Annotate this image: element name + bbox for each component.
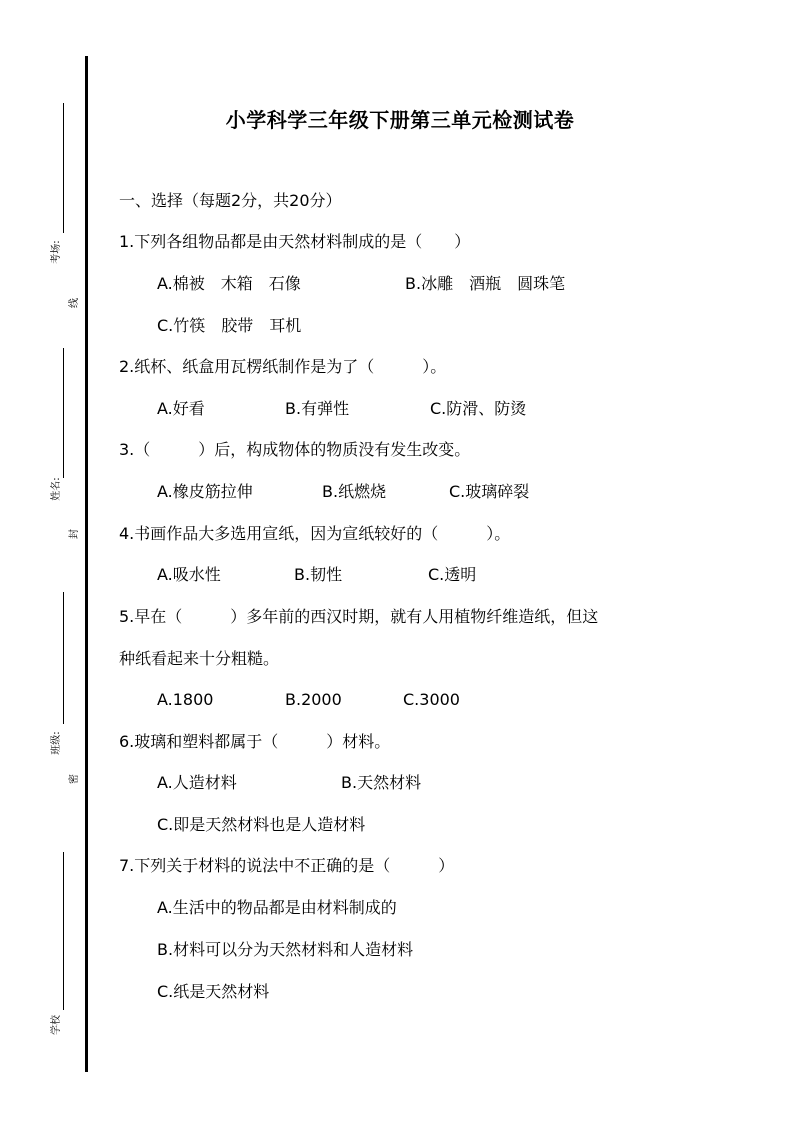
question-4-option-b: B.韧性 (294, 565, 343, 584)
question-5-stem: 5.早在（ ）多年前的西汉时期，就有人用植物纤维造纸，但这 (119, 607, 599, 626)
question-6-option-c: C.即是天然材料也是人造材料 (157, 815, 366, 834)
binding-line (85, 56, 88, 1072)
section-heading: 一、选择（每题2分，共20分） (119, 191, 342, 210)
question-2-stem: 2.纸杯、纸盒用瓦楞纸制作是为了（ ）。 (119, 357, 447, 376)
question-1-option-a: A.棉被 木箱 石像 (157, 274, 301, 293)
question-3-stem: 3.（ ）后，构成物体的物质没有发生改变。 (119, 440, 471, 459)
question-2-option-c: C.防滑、防烫 (430, 399, 527, 418)
question-6-option-b: B.天然材料 (341, 773, 422, 792)
question-5-option-c: C.3000 (403, 690, 460, 709)
question-4-stem: 4.书画作品大多选用宣纸，因为宣纸较好的（ ）。 (119, 524, 511, 543)
class-label: 班级: (51, 731, 62, 755)
class-field-line (63, 592, 64, 724)
question-6-stem: 6.玻璃和塑料都属于（ ）材料。 (119, 732, 391, 751)
question-1-stem: 1.下列各组物品都是由天然材料制成的是（ ） (119, 232, 471, 251)
question-6-option-a: A.人造材料 (157, 773, 237, 792)
name-field-line (63, 348, 64, 478)
school-field-line (63, 852, 64, 1010)
question-5-option-b: B.2000 (285, 690, 342, 709)
question-7-stem: 7.下列关于材料的说法中不正确的是（ ） (119, 856, 455, 875)
question-7-option-a: A.生活中的物品都是由材料制成的 (157, 898, 397, 917)
school-label: 学校 (51, 1015, 62, 1035)
question-2-option-a: A.好看 (157, 399, 205, 418)
question-7-option-c: C.纸是天然材料 (157, 982, 270, 1001)
exam-room-label: 考场: (51, 240, 62, 264)
question-5-option-a: A.1800 (157, 690, 214, 709)
question-7-option-b: B.材料可以分为天然材料和人造材料 (157, 940, 414, 959)
page-title: 小学科学三年级下册第三单元检测试卷 (225, 108, 575, 132)
seal-char-mi: 密 (69, 774, 80, 784)
question-1-option-c: C.竹筷 胶带 耳机 (157, 316, 302, 335)
question-3-option-a: A.橡皮筋拉伸 (157, 482, 253, 501)
seal-char-xian: 线 (69, 298, 80, 308)
question-2-option-b: B.有弹性 (285, 399, 350, 418)
question-4-option-a: A.吸水性 (157, 565, 221, 584)
seal-char-feng: 封 (69, 529, 80, 539)
question-1-option-b: B.冰雕 酒瓶 圆珠笔 (405, 274, 566, 293)
question-4-option-c: C.透明 (428, 565, 477, 584)
question-3-option-c: C.玻璃碎裂 (449, 482, 530, 501)
exam-room-field-line (63, 103, 64, 233)
name-label: 姓名: (51, 477, 62, 501)
question-5-stem-continued: 种纸看起来十分粗糙。 (119, 649, 280, 668)
question-3-option-b: B.纸燃烧 (322, 482, 387, 501)
